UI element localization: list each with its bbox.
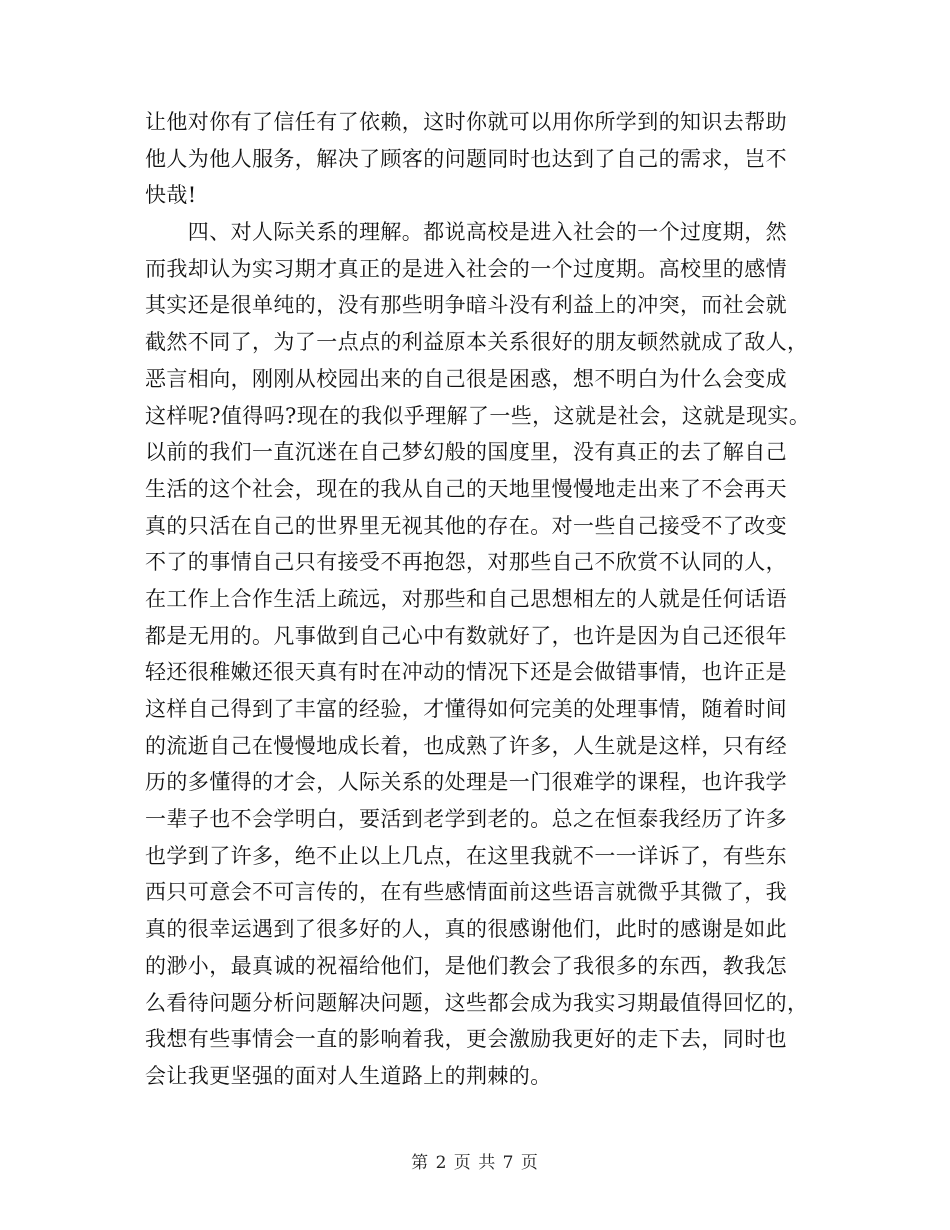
- text-line: 都是无用的。凡事做到自己心中有数就好了，也许是因为自己还很年: [145, 623, 787, 648]
- text-line: 西只可意会不可言传的，在有些感情面前这些语言就微乎其微了，我: [145, 880, 787, 905]
- text-line: 轻还很稚嫩还很天真有时在冲动的情况下还是会做错事情，也许正是: [145, 660, 787, 685]
- text-line: 我想有些事情会一直的影响着我，更会激励我更好的走下去，同时也: [145, 1027, 787, 1052]
- text-line: 让他对你有了信任有了依赖，这时你就可以用你所学到的知识去帮助: [145, 110, 787, 134]
- body-text: [145, 104, 810, 1095]
- text-line: 不了的事情自己只有接受不再抱怨，对那些自己不欣赏不认同的人，: [145, 550, 787, 575]
- text-line: 历的多懂得的才会，人际关系的处理是一门很难学的课程，也许我学: [145, 770, 787, 795]
- text-line: 真的很幸运遇到了很多好的人，真的很感谢他们，此时的感谢是如此: [145, 917, 787, 942]
- text-line: 四、对人际关系的理解。都说高校是进入社会的一个过度期，然: [145, 220, 787, 245]
- text-line: 的渺小，最真诚的祝福给他们，是他们教会了我很多的东西，教我怎: [145, 953, 787, 978]
- text-line: 的流逝自己在慢慢地成长着，也成熟了许多，人生就是这样，只有经: [145, 733, 787, 758]
- text-line: 生活的这个社会，现在的我从自己的天地里慢慢地走出来了不会再天: [145, 476, 787, 501]
- text-line: 会让我更坚强的面对人生道路上的荆棘的。: [145, 1063, 552, 1088]
- text-line: 恶言相向，刚刚从校园出来的自己很是困惑，想不明白为什么会变成: [145, 366, 787, 391]
- text-line: 么看待问题分析问题解决问题，这些都会成为我实习期最值得回忆的，: [145, 990, 809, 1015]
- text-line: 这样自己得到了丰富的经验，才懂得如何完美的处理事情，随着时间: [145, 697, 787, 721]
- text-line: 而我却认为实习期才真正的是进入社会的一个过度期。高校里的感情: [145, 256, 787, 281]
- text-line: 一辈子也不会学明白，要活到老学到老的。总之在恒泰我经历了许多: [145, 807, 787, 832]
- text-line: 其实还是很单纯的，没有那些明争暗斗没有利益上的冲突，而社会就: [145, 293, 787, 318]
- text-line: 他人为他人服务，解决了顾客的问题同时也达到了自己的需求，岂不: [145, 146, 787, 171]
- text-line: 真的只活在自己的世界里无视其他的存在。对一些自己接受不了改变: [145, 513, 787, 538]
- text-line: 截然不同了，为了一点点的利益原本关系很好的朋友顿然就成了敌人，: [145, 330, 809, 355]
- text-line: 也学到了许多，绝不止以上几点，在这里我就不一一详诉了，有些东: [145, 843, 787, 868]
- text-line: 这样呢?值得吗?现在的我似乎理解了一些，这就是社会，这就是现实。: [145, 403, 811, 428]
- text-line: 快哉!: [145, 183, 197, 208]
- page-number-footer: 第 2 页 共 7 页: [411, 1153, 539, 1173]
- text-line: 在工作上合作生活上疏远，对那些和自己思想相左的人就是任何话语: [145, 586, 787, 611]
- text-line: 以前的我们一直沉迷在自己梦幻般的国度里，没有真正的去了解自己: [145, 440, 787, 465]
